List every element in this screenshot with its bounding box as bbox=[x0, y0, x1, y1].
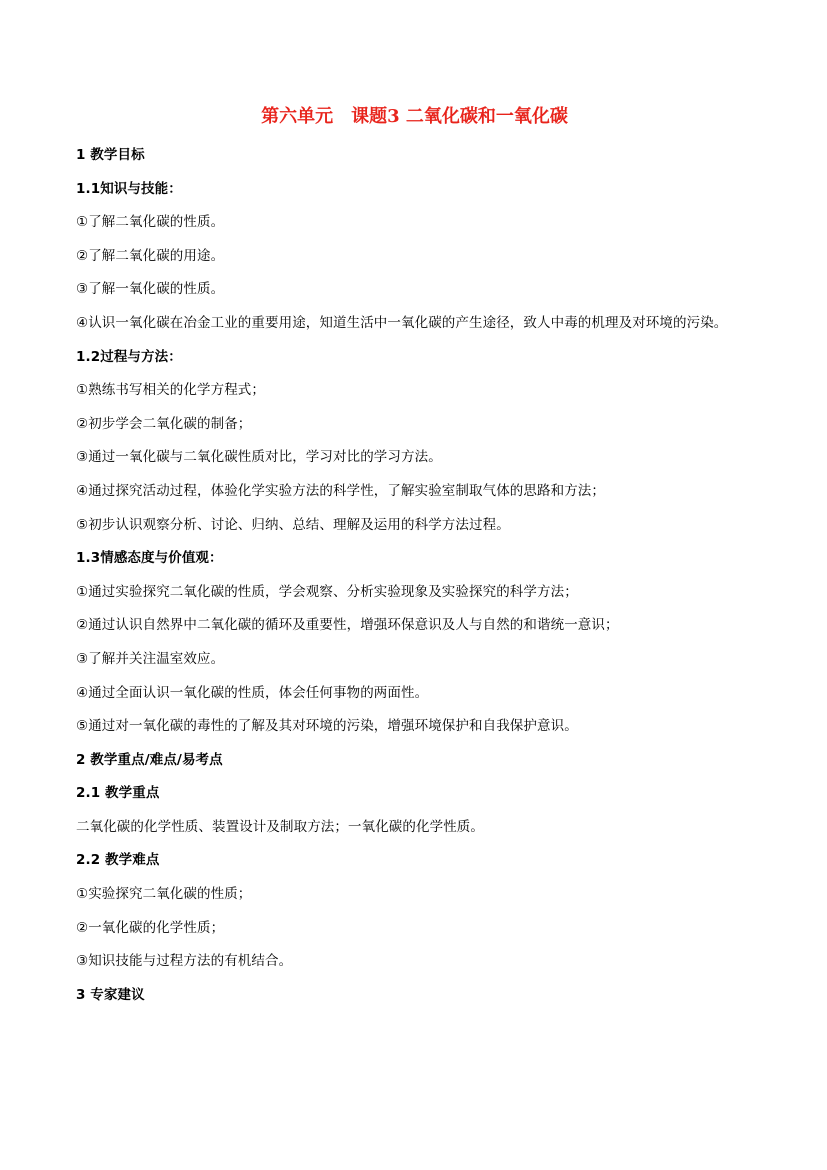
paragraph-line: ①了解二氧化碳的性质。 bbox=[76, 214, 225, 231]
section-heading: 1 教学目标 bbox=[76, 147, 145, 163]
paragraph-line: ①实验探究二氧化碳的性质； bbox=[76, 886, 252, 903]
paragraph-line: ⑤通过对一氧化碳的毒性的了解及其对环境的污染，增强环境保护和自我保护意识。 bbox=[76, 718, 578, 735]
section-heading: 1.3情感态度与价值观： bbox=[76, 550, 223, 567]
paragraph-line: ②了解二氧化碳的用途。 bbox=[76, 247, 225, 264]
paragraph-line: ④通过探究活动过程，体验化学实验方法的科学性，了解实验室制取气体的思路和方法； bbox=[76, 482, 606, 499]
paragraph-line: 二氧化碳的化学性质、装置设计及制取方法；一氧化碳的化学性质。 bbox=[76, 818, 484, 835]
section-heading: 3 专家建议 bbox=[76, 986, 145, 1003]
paragraph-line: ④通过全面认识一氧化碳的性质，体会任何事物的两面性。 bbox=[76, 684, 429, 701]
paragraph-line: ③了解一氧化碳的性质。 bbox=[76, 281, 225, 298]
paragraph-line: ⑤初步认识观察分析、讨论、归纳、总结、理解及运用的科学方法过程。 bbox=[76, 516, 510, 533]
document-title: 第六单元 课题3 二氧化碳和一氧化碳 bbox=[261, 106, 568, 127]
paragraph-line: ③通过一氧化碳与二氧化碳性质对比，学习对比的学习方法。 bbox=[76, 449, 442, 466]
paragraph-line: ③了解并关注温室效应。 bbox=[76, 650, 225, 667]
section-heading: 2 教学重点/难点/易考点 bbox=[76, 751, 223, 768]
paragraph-line: ②通过认识自然界中二氧化碳的循环及重要性，增强环保意识及人与自然的和谐统一意识； bbox=[76, 617, 619, 634]
section-heading: 1.1知识与技能： bbox=[76, 180, 182, 197]
paragraph-line: ③知识技能与过程方法的有机结合。 bbox=[76, 953, 293, 970]
paragraph-line: ②一氧化碳的化学性质； bbox=[76, 919, 225, 936]
paragraph-line: ①熟练书写相关的化学方程式； bbox=[76, 382, 266, 399]
document-body bbox=[76, 139, 756, 1012]
paragraph-line: ④认识一氧化碳在冶金工业的重要用途，知道生活中一氧化碳的产生途径，致人中毒的机理及对环境的污染。 bbox=[76, 314, 728, 331]
section-heading: 2.2 教学难点 bbox=[76, 852, 160, 869]
section-heading: 2.1 教学重点 bbox=[76, 785, 160, 802]
section-heading: 1.2过程与方法： bbox=[76, 348, 182, 365]
paragraph-line: ②初步学会二氧化碳的制备； bbox=[76, 415, 252, 432]
paragraph-line: ①通过实验探究二氧化碳的性质，学会观察、分析实验现象及实验探究的科学方法； bbox=[76, 583, 578, 600]
